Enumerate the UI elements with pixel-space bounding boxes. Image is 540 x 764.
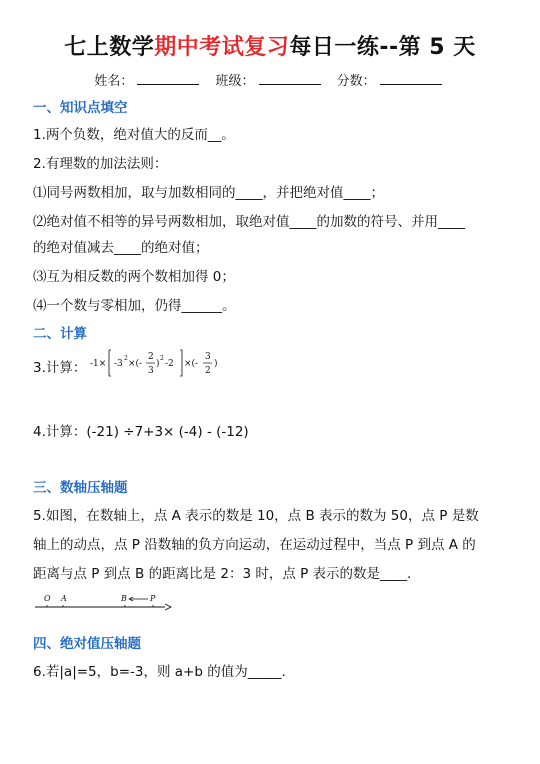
number-line-arrow <box>165 604 171 610</box>
title-highlight: 期中考试复习 <box>154 35 290 60</box>
formula-close-paren-2: ) <box>214 359 218 369</box>
formula-neg-three: -3 <box>114 359 123 369</box>
point-b-label: B <box>121 594 127 603</box>
point-p-label: P <box>150 594 156 603</box>
formula-times-paren: ×(- <box>128 359 143 369</box>
page-title <box>0 30 540 61</box>
question-5-line-1: 5.如图，在数轴上，点 A 表示的数是 10，点 B 表示的数为 50，点 P 是数 <box>33 508 479 524</box>
question-3-label: 3.计算： <box>33 360 87 376</box>
name-label: 姓名： <box>94 74 134 89</box>
class-label: 班级： <box>215 74 255 89</box>
question-4: 4.计算：(-21) ÷7+3× (-4) - (-12) <box>33 424 249 440</box>
formula-close-paren: ) <box>156 359 160 369</box>
section-heading-calculation: 二、计算 <box>33 326 87 342</box>
formula-neg-one: -1× <box>90 359 107 369</box>
formula-right-bracket <box>180 350 182 376</box>
name-blank[interactable] <box>137 72 199 85</box>
question-6: 6.若|a|=5，b=-3，则 a+b 的值为_____. <box>33 664 286 680</box>
section-heading-fill-in: 一、知识点填空 <box>33 100 128 116</box>
formula-exp-2: 2 <box>124 355 128 362</box>
question-2-rule-4: ⑷一个数与零相加，仍得______。 <box>33 298 236 314</box>
section-heading-number-line: 三、数轴压轴题 <box>33 480 128 496</box>
formula-minus-two: -2 <box>165 359 174 369</box>
question-2: 2.有理数的加法法则： <box>33 156 168 172</box>
point-a-label: A <box>61 594 67 603</box>
score-blank[interactable] <box>380 72 442 85</box>
student-info-row <box>0 70 540 89</box>
formula-exp-2b: 2 <box>160 355 164 362</box>
question-2-rule-2a: ⑵绝对值不相等的异号两数相加，取绝对值____的加数的符号、并用____ <box>33 214 465 230</box>
question-5-line-2: 轴上的动点，点 P 沿数轴的负方向运动，在运动过程中，当点 P 到点 A 的 <box>33 537 476 553</box>
point-o-label: O <box>44 594 51 603</box>
formula-frac1-num: 2 <box>148 352 154 362</box>
number-line-figure <box>33 590 173 616</box>
formula-frac2-num: 3 <box>205 352 211 362</box>
formula-expression <box>90 346 240 380</box>
formula-frac1-den: 3 <box>148 366 154 376</box>
question-5-line-3: 距离与点 P 到点 B 的距离比是 2：3 时，点 P 表示的数是____. <box>33 566 412 582</box>
class-blank[interactable] <box>259 72 321 85</box>
formula-frac2-den: 2 <box>205 366 211 376</box>
formula-times-paren-2: ×(- <box>184 359 199 369</box>
question-2-rule-2b: 的绝对值减去____的绝对值； <box>33 240 209 256</box>
formula-left-bracket <box>109 350 111 376</box>
question-2-rule-3: ⑶互为相反数的两个数相加得 0； <box>33 269 235 285</box>
question-2-rule-1: ⑴同号两数相加，取与加数相同的____，并把绝对值____； <box>33 185 384 201</box>
section-heading-absolute-value: 四、绝对值压轴题 <box>33 636 141 652</box>
question-1: 1.两个负数，绝对值大的反而__。 <box>33 127 235 143</box>
score-label: 分数： <box>336 74 376 89</box>
title-part1: 七上数学 <box>64 35 155 60</box>
title-part3: 每日一练--第 5 天 <box>289 35 476 60</box>
